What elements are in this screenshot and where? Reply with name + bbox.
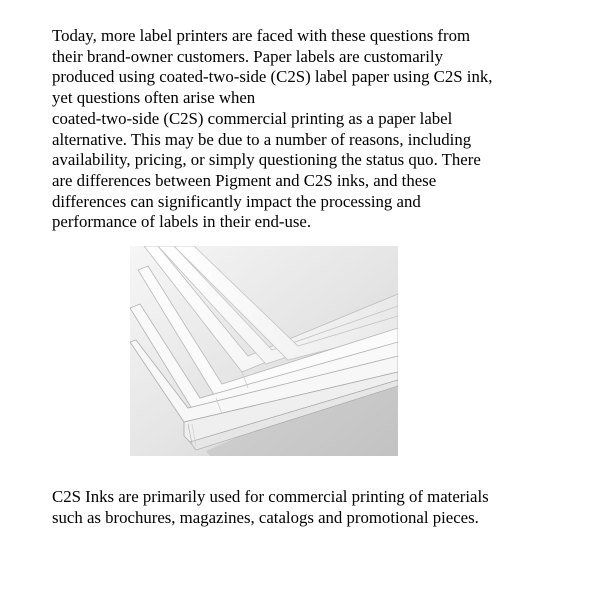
closing-paragraph	[52, 487, 562, 528]
closing-line: such as brochures, magazines, catalogs and promotional pieces.	[52, 507, 479, 527]
intro-line: performance of labels in their end-use.	[52, 212, 312, 232]
intro-line: produced using coated-two-side (C2S) label paper using C2S ink,	[52, 67, 493, 87]
intro-line: differences can significantly impact the processing and	[52, 191, 421, 211]
intro-line: availability, pricing, or simply questioning the status quo. There	[52, 150, 481, 170]
intro-line: alternative. This may be due to a number of reasons, including	[52, 129, 472, 149]
paper-stack-image	[130, 246, 398, 456]
closing-line: C2S Inks are primarily used for commercial printing of materials	[52, 487, 489, 506]
intro-line: their brand-owner customers. Paper labels are customarily	[52, 46, 443, 66]
intro-paragraph	[52, 26, 562, 233]
intro-line: are differences between Pigment and C2S inks, and these	[52, 170, 437, 190]
intro-line: coated-two-side (C2S) commercial printing as a paper label	[52, 108, 453, 128]
intro-line: Today, more label printers are faced with these questions from	[52, 26, 471, 45]
intro-line: yet questions often arise when	[52, 88, 256, 108]
paper-stack-photo	[130, 246, 398, 456]
